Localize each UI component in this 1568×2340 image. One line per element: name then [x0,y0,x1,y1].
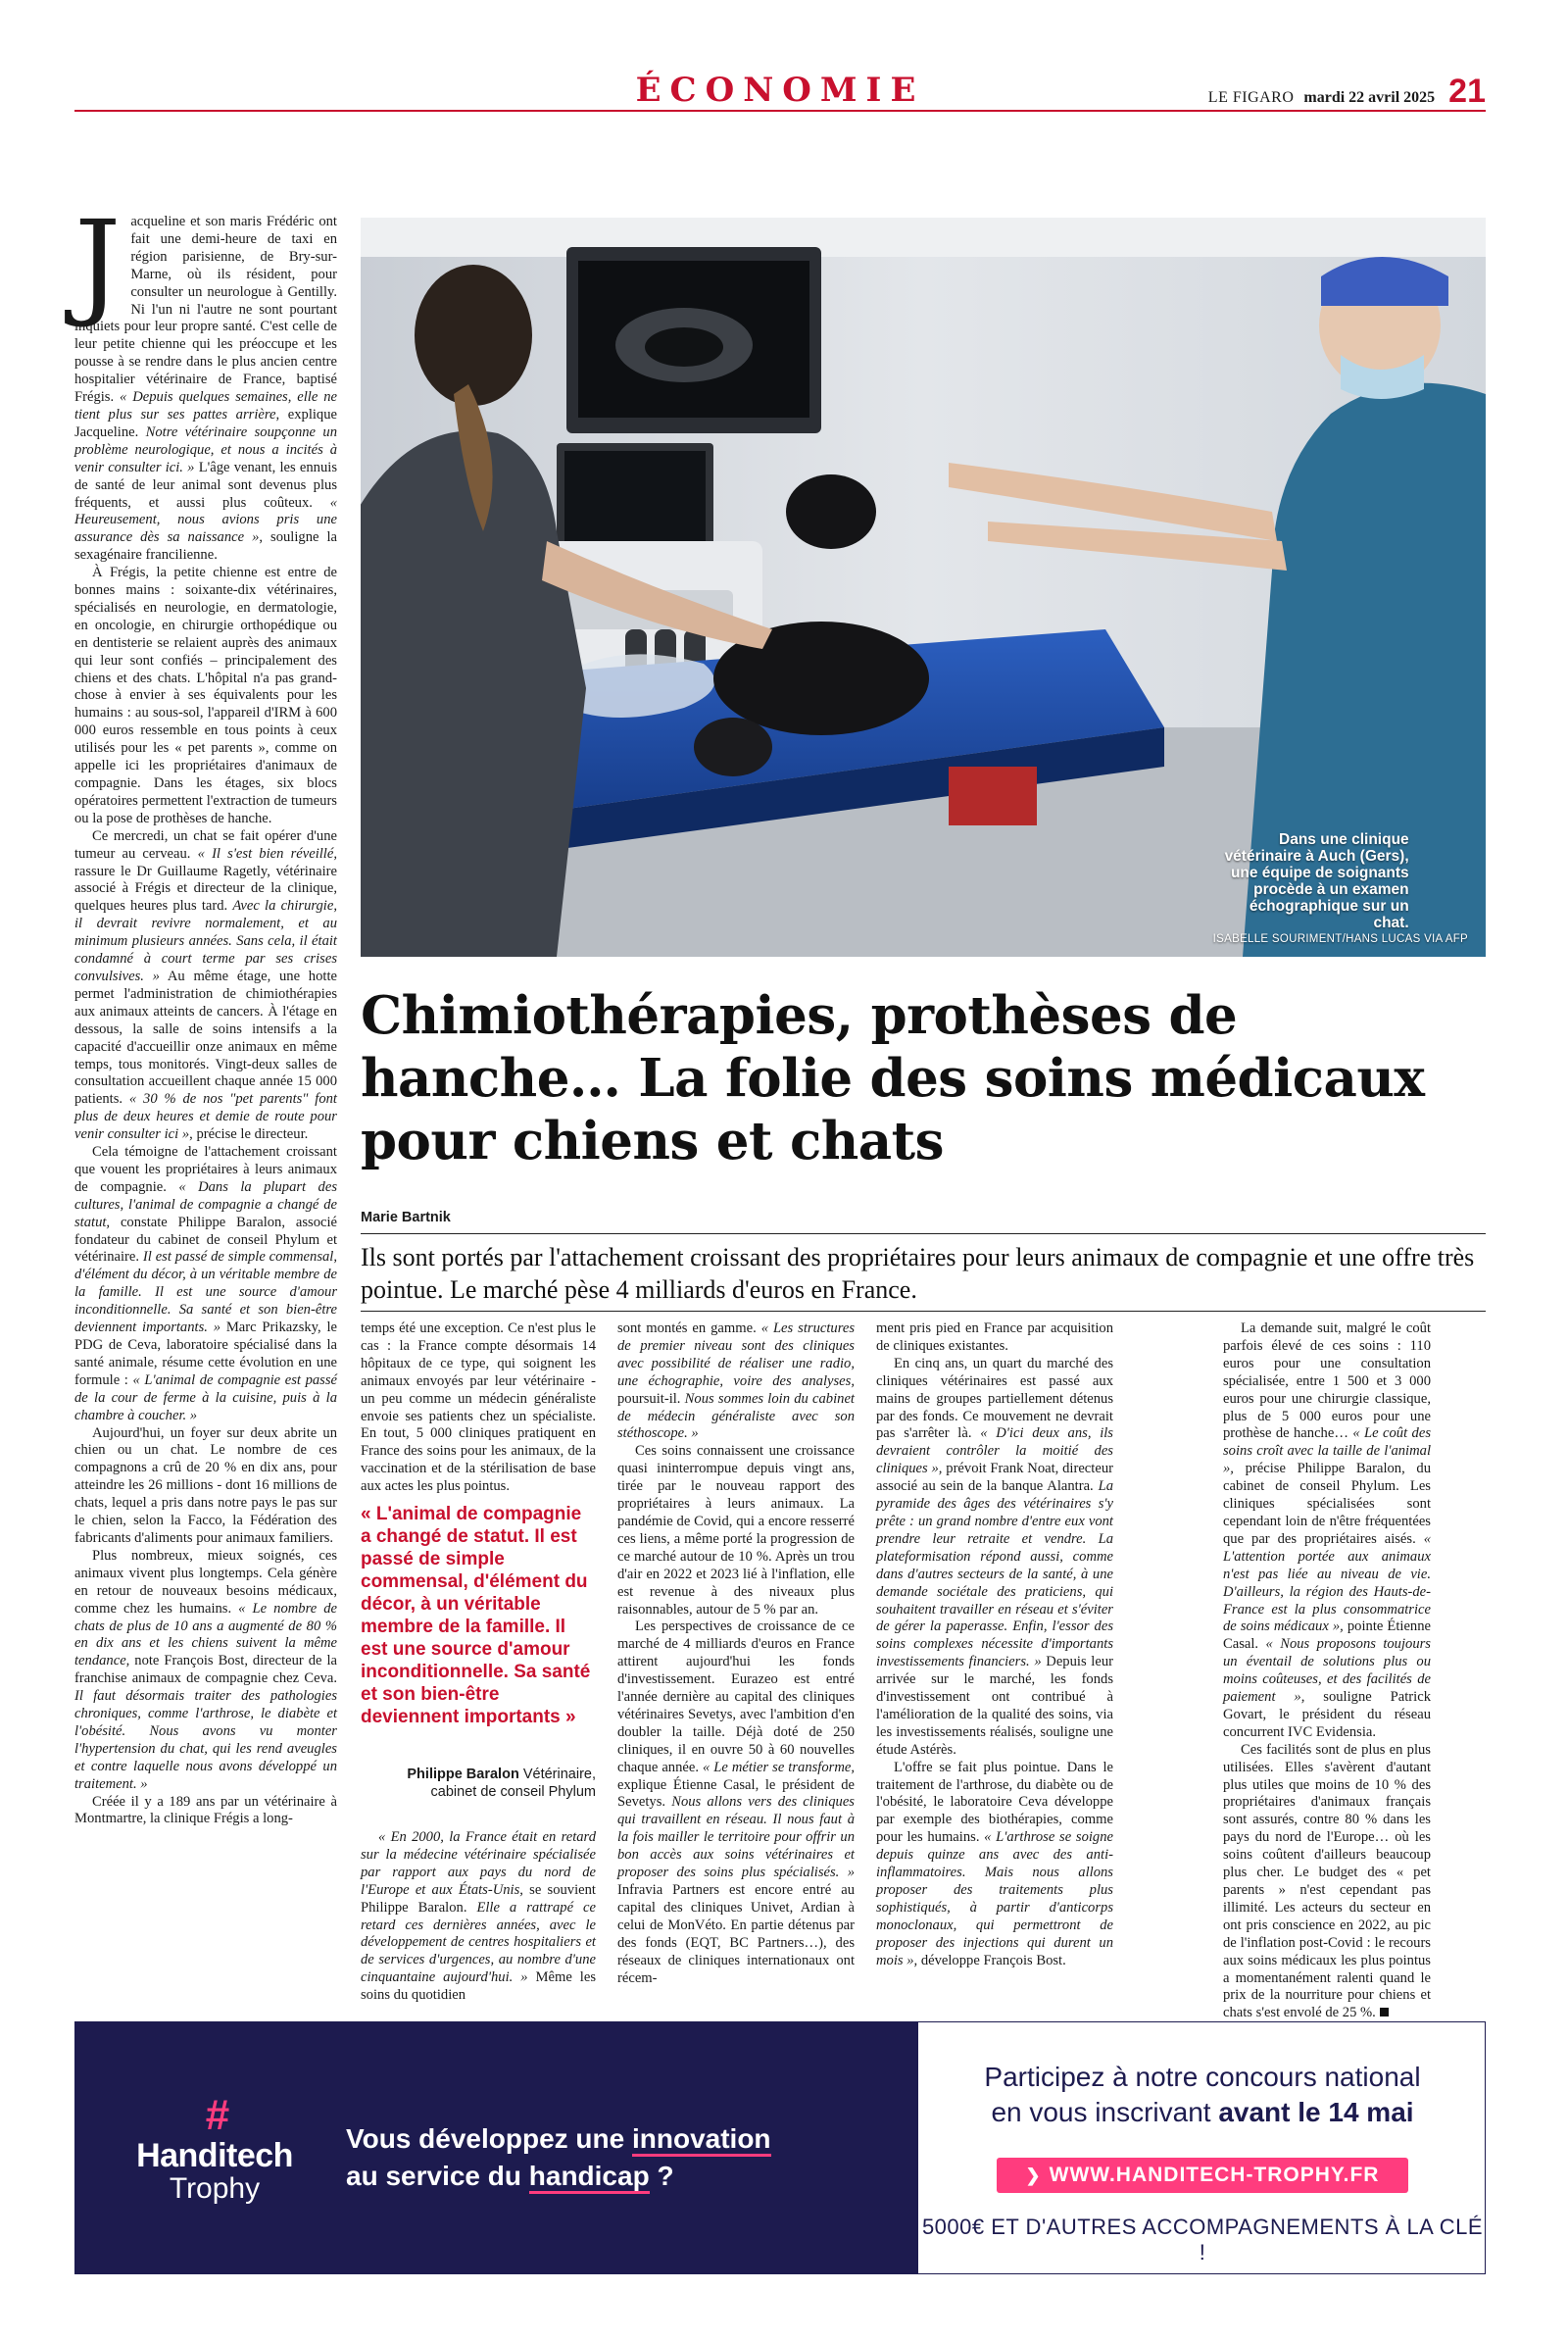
drop-cap: J [74,195,122,330]
pull-quote: « L'animal de compagnie a changé de statut. Il est passé de simple commensal, d'élément du décor, à un véritable membre de la famille. Il est une source d'amour inconditionnelle. Sa santé et son bien-être deviennent importants » [361,1504,591,1727]
byline: Marie Bartnik [361,1210,451,1225]
paragraph: Créée il y a 189 ans par un vétérinaire à Montmartre, la clinique Frégis a long- [74,1793,337,1827]
paragraph: Ces soins connaissent une croissance quasi ininterrompue depuis vingt ans, tirée par le nouveau rapport des propriétaires à leurs animaux. La pandémie de Covid, qui a encore resserré ces liens, a même porté la progression de ce marché autour de 10 %. Après un trou d'air en 2022 et 2023 lié à l'inflation, elle est revenue à des niveaux plus raisonnables, autour de 5 % par an. [617,1443,855,1618]
advertisement-banner[interactable] [74,2021,1486,2274]
paragraph: À Frégis, la petite chienne est entre de bonnes mains : soixante-dix vétérinaires, spécialisés en neurologie, en dermatologie, en oncologie, en chirurgie orthopédique ou en dentisterie se relaient auprès des animaux qui leur sont confiés – principalement des chiens et des chats. L'hôpital n'a pas grand-chose à envier à ses équivalents pour les humains : au sous-sol, l'appareil d'IRM à 600 000 euros ressemble en tous points à ceux utilisés pour les « pet parents », comme on appelle ici les propriétaires d'animaux de compagnie. Dans les étages, six blocs opératoires permettent l'extraction de tumeurs ou la pose de prothèses de hanche. [74,565,337,826]
paragraph: Plus nombreux, mieux soignés, ces animaux vivent plus longtemps. Cela génère en retour de nouveaux besoins médicaux, comme chez les humains. « Le nombre de chats de plus de 10 ans a augmenté de 80 % en dix ans et les chiens suivent la même tendance, note François Bost, directeur de la franchise animaux de compagnie chez Ceva. Il faut désormais traiter des pathologies chroniques, comme l'arthrose, le diabète et l'obésité. Nous avons vu monter l'hypertension du chat, qui les rend aveugles et contre laquelle nous avons développé un traitement. » [74,1547,338,1792]
photo-caption [1213,831,1468,945]
article-column-1 [74,195,338,1828]
chevron-right-icon: ❯ [1025,2166,1042,2185]
paragraph: Les perspectives de croissance de ce marché de 4 milliards d'euros en France attirent aujourd'hui les fonds d'investissement. Eurazeo est entré l'année dernière au capital des cliniques vétérinaires Sevetys, avec l'ambition d'en doubler la taille. Déjà doté de 250 cliniques, il en ouvre 50 à 60 nouvelles chaque année. « Le métier se transforme, explique Étienne Casal, le président de Sevetys. Nous allons vers des cliniques qui travaillent en réseau. Il nous faut à la fois mailler le territoire pour offrir un bon accès aux soins vétérinaires et proposer des soins plus spécialisés. » Infravia Partners est encore entré au capital des cliniques Univet, Ardian à celui de MonVéto. En partie détenus par des fonds (EQT, BC Partners…), des réseaux de cliniques internationaux ont récem- [617,1618,855,1986]
article-column-5 [1223,1320,1431,2022]
paragraph: Cela témoigne de l'attachement croissant que vouent les propriétaires à leurs animaux de compagnie. « Dans la plupart des cultures, l'animal de compagnie a changé de statut, constate Philippe Baralon, associé fondateur du cabinet de conseil Phylum et vétérinaire. Il est passé de simple commensal, d'élément du décor, à un véritable membre de la famille. Il est une source d'amour inconditionnelle. Sa santé et son bien-être deviennent importants. » Marc Prikazsky, le PDG de Ceva, laboratoire spécialisé dans la santé animale, résume cette évolution en une formule : « L'animal de compagnie est passé de la cour de ferme à la cuisine, puis à la chambre à coucher. » [74,1144,338,1423]
ad-slogan: Vous développez une innovation au service du handicap ? [346,2120,771,2195]
divider [361,1311,1486,1312]
paragraph: Ce mercredi, un chat se fait opérer d'une tumeur au cerveau. « Il s'est bien réveillé, rassure le Dr Guillaume Ragetly, vétérinaire associé à Frégis et directeur de la clinique, quelques heures plus tard. Avec la chirurgie, il devrait revivre normalement, et au minimum plusieurs années. Sans cela, il était condamné à court terme par ses crises convulsives. » Au même étage, une hotte permet l'administration de chimiothérapies aux animaux atteints de cancers. À l'étage en dessous, la salle de soins intensifs a la capacité d'accueillir onze animaux en même temps, tous monitorés. Vingt-deux salles de consultation accueillent chaque année 15 000 patients. « 30 % de nos "pet parents" font plus de deux heures et demie de route pour venir consulter ici », précise le directeur. [74,827,337,1143]
paragraph: Aujourd'hui, un foyer sur deux abrite un chien ou un chat. Le nombre de ces compagnons a crû de 20 % en dix ans, pour atteindre les 26 millions - dont 16 millions de chats, lequel a pris dans notre pays le pas sur le chien, selon la Facco, la Fédération des fabricants d'aliments pour animaux familiers. [74,1424,337,1546]
logo-name: Handitech [136,2137,293,2174]
article-deck: Ils sont portés par l'attachement croissant des propriétaires pour leurs animaux de compagnie et une offre très pointue. Le marché pèse 4 milliards d'euros en France. [361,1243,1475,1304]
section-title: ÉCONOMIE [635,71,925,110]
newspaper-name: LE FIGARO [1207,89,1295,106]
paragraph: La demande suit, malgré le coût parfois élevé de ces soins : 110 euros pour une consultation spécialisée, entre 1 500 et 3 000 euros pour une chirurgie classique, plus de 5 000 euros pour une prothèse de hanche… « Le coût des soins croît avec la taille de l'animal », précise Philippe Baralon, du cabinet de conseil Phylum. Les cliniques spécialisées sont cependant loin de n'être fréquentées que par des propriétaires aisés. « L'attention portée aux animaux n'est pas liée au niveau de vie. D'ailleurs, la région des Hauts-de-France est la plus consommatrice de soins médicaux », pointe Étienne Casal. « Nous proposons toujours un éventail de solutions plus ou moins coûteuses, et des facilités de paiement », souligne Patrick Govart, le président du réseau concurrent IVC Evidensia. [1223,1320,1431,1740]
paragraph: « En 2000, la France était en retard sur la médecine vétérinaire spécialisée par rapport aux pays du nord de l'Europe et aux États-Unis, se souvient Philippe Baralon. Elle a rattrapé ce retard ces dernières années, avec le développement de centres hospitaliers et de services d'urgences, au nombre d'une cinquantaine aujourd'hui. » Même les soins du quotidien [361,1829,596,2004]
hash-logo-icon: # [205,2091,224,2139]
page-header [74,67,1486,112]
handitech-logo [136,2093,293,2205]
paragraph: ment pris pied en France par acquisition de cliniques existantes. [876,1320,1113,1354]
caption-text: Dans une clinique vétérinaire à Auch (Gers), une équipe de soignants procède à un examen échographique sur un chat. [1224,831,1409,931]
ad-left-panel [75,2022,918,2274]
paragraph: temps été une exception. Ce n'est plus le cas : la France compte désormais 14 hôpitaux de ce type, qui soignent les animaux envoyés par leur vétérinaire - un peu comme un médecin généraliste envoie ses patients chez un spécialiste. En tout, 5 000 cliniques pratiquent en France des soins pour les animaux, de la vaccination et de la stérilisation de base aux actes les plus pointus. [361,1320,596,1495]
article-column-2-bottom [361,1829,596,2005]
photo-credit: ISABELLE SOURIMENT/HANS LUCAS VIA AFP [1212,933,1468,945]
article-photo [361,218,1486,957]
ad-right-panel [918,2022,1486,2274]
article-column-3 [617,1320,855,1987]
page-number: 21 [1448,73,1486,110]
paragraph: En cinq ans, un quart du marché des cliniques vétérinaires est passé aux mains de groupes partiellement détenus par des fonds. Ce mouvement ne devrait pas s'arrêter là. « D'ici deux ans, ils devraient contrôler la moitié des cliniques », prévoit Frank Noat, directeur associé au sein de la banque Alantra. La pyramide des âges des vétérinaires s'y prête : un grand nombre d'entre eux vont prendre leur retraite et vendre. La plateformisation répond aussi, comme dans d'autres secteurs de la santé, à une demande sociétale des praticiens, qui souhaitent travailler en réseau et s'éviter de gérer la paperasse. Enfin, l'essor des soins complexes nécessite d'importants investissements financiers. » Depuis leur arrivée sur le marché, les fonds d'investissement ont contribué à l'amélioration de la qualité des soins, via les investissements réalisés, souligne une étude Astérès. [876,1355,1113,1758]
article-headline: Chimiothérapies, prothèses de hanche… La folie des soins médicaux pour chiens et chats [361,985,1425,1171]
lead-paragraph: Jacqueline et son maris Frédéric ont fait une demi-heure de taxi en région parisienne, de Bry-sur-Marne, où ils résident, pour consulter un neurologue à Gentilly. Ni l'un ni l'autre ne sont pourtant inquiets pour leur propre santé. C'est celle de leur petite chienne qui les préoccupe et les pousse à se rendre dans le plus ancien centre hospitalier vétérinaire de France, baptisé Frégis. « Depuis quelques semaines, elle ne tient plus sur ses pattes arrière, explique Jacqueline. Notre vétérinaire soupçonne un problème neurologique, et nous a incités à venir consulter ici. » L'âge venant, les ennuis de santé de leur animal sont devenus plus fréquents, et aussi plus coûteux. « Heureusement, nous avions pris une assurance dès sa naissance », souligne la sexagénaire francilienne. [74,195,338,564]
issue-date: mardi 22 avril 2025 [1303,89,1436,106]
folio [1208,73,1486,111]
pull-quote-attribution [361,1766,596,1801]
paragraph: sont montés en gamme. « Les structures de premier niveau sont des cliniques avec possibilité de réaliser une radio, une échographie, voire des analyses, poursuit-il. Nous sommes loin du cabinet de médecin généraliste avec son stéthoscope. » [617,1320,855,1442]
paragraph: Ces facilités sont de plus en plus utilisées. Elles s'avèrent d'autant plus utiles que moins de 10 % des propriétaires d'animaux français sont assurés, contre 80 % dans les pays du nord de l'Europe… où les soins coûtent d'ailleurs beaucoup plus cher. Le budget des « pet parents » n'est cependant pas illimité. Les acteurs du secteur en ont pris conscience en 2022, au pic de l'inflation post-Covid : le recours aux soins médicaux les plus pointus a momentanément ralenti quand le prix de la nourriture pour chiens et chats s'est envolé de 25 %. [1223,1741,1431,2021]
ad-invitation: Participez à notre concours national en vous inscrivant avant le 14 mai [984,2062,1421,2127]
ad-url-link[interactable]: ❯ WWW.HANDITECH-TROPHY.FR [997,2158,1408,2193]
logo-subtitle: Trophy [169,2172,261,2205]
ad-prize-text: 5000€ ET D'AUTRES ACCOMPAGNEMENTS À LA CLÉ ! [921,2215,1484,2265]
article-column-4 [876,1320,1113,1970]
quote-role: Vétérinaire, cabinet de conseil Phylum [430,1767,596,1800]
end-of-article-mark [1380,2008,1389,2016]
divider [361,1233,1486,1234]
paragraph: L'offre se fait plus pointue. Dans le traitement de l'arthrose, du diabète ou de l'obésité, le laboratoire Ceva développe par exemple des biothérapies, comme pour les humains. « L'arthrose se soigne depuis quinze ans avec des anti-inflammatoires. Mais nous allons proposer des traitements plus sophistiqués, à partir d'anticorps monoclonaux, qui permettront de proposer des injections qui durent un mois », développe François Bost. [876,1759,1113,1968]
quote-author: Philippe Baralon [407,1767,519,1782]
article-column-2 [361,1320,596,1496]
